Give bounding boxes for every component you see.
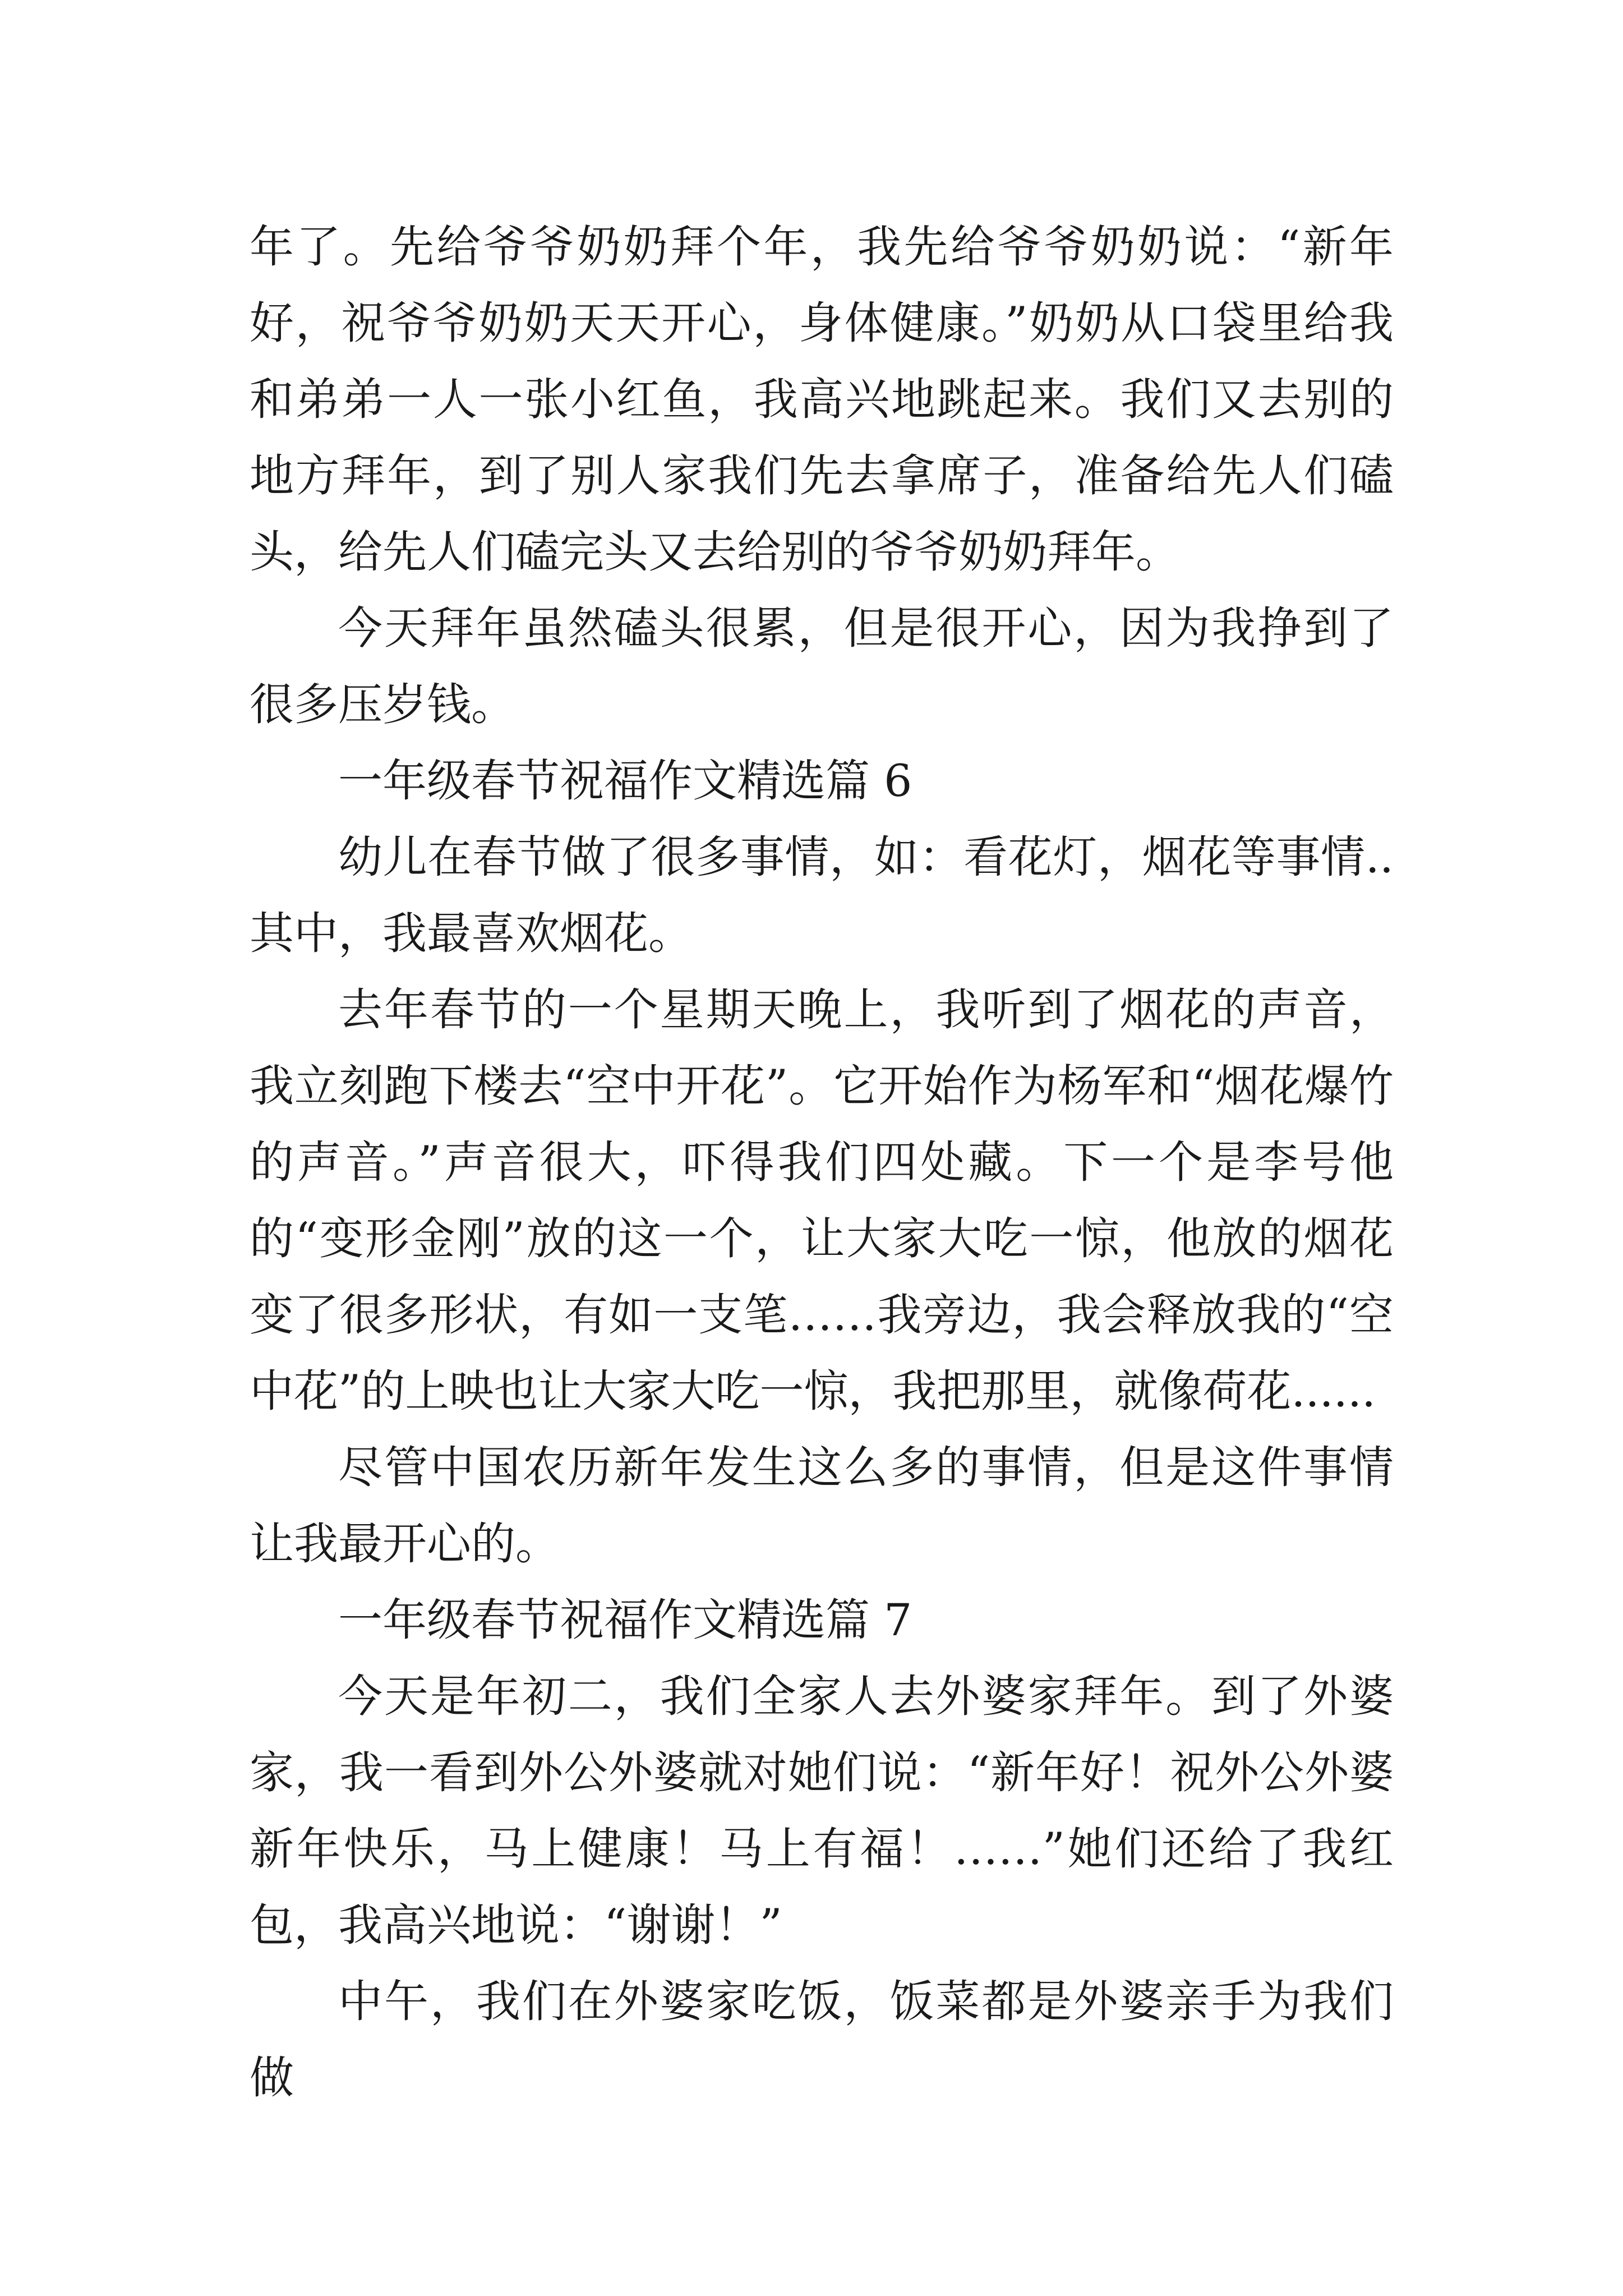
section-heading: 一年级春节祝福作文精选篇 7 — [338, 1594, 912, 1646]
document-page — [250, 209, 1394, 2116]
section-heading: 一年级春节祝福作文精选篇 6 — [338, 755, 912, 807]
paragraph: 去年春节的一个星期天晚上，我听到了烟花的声音，我立刻跑下楼去“空中开花”。它开始作为杨军和“烟花爆竹的声音。”声音很大，吓得我们四处藏。下一个是李号他的“变形金刚”放的这一个，让大家大吃一惊，他放的烟花变了很多形状，有如一支笔……我旁边，我会释放我的“空中花”的上映也让大家大吃一惊，我把那里，就像荷花...... — [250, 984, 1394, 1417]
paragraph-continued: 年了。先给爷爷奶奶拜个年，我先给爷爷奶奶说：“新年好，祝爷爷奶奶天天开心，身体健康。”奶奶从口袋里给我和弟弟一人一张小红鱼，我高兴地跳起来。我们又去别的地方拜年，到了别人家我们先去拿席子，准备给先人们磕头，给先人们磕完头又去给别的爷爷奶奶拜年。 — [250, 221, 1394, 578]
paragraph: 尽管中国农历新年发生这么多的事情，但是这件事情让我最开心的。 — [250, 1442, 1394, 1570]
paragraph: 今天是年初二，我们全家人去外婆家拜年。到了外婆家，我一看到外公外婆就对她们说：“新年好！祝外公外婆新年快乐，马上健康！马上有福！……”她们还给了我红包，我高兴地说：“谢谢！” — [250, 1671, 1394, 1951]
paragraph: 中午，我们在外婆家吃饭，饭菜都是外婆亲手为我们做 — [250, 1976, 1394, 2104]
paragraph: 幼儿在春节做了很多事情，如：看花灯，烟花等事情..其中，我最喜欢烟花。 — [250, 831, 1394, 959]
paragraph: 今天拜年虽然磕头很累，但是很开心，因为我挣到了很多压岁钱。 — [250, 602, 1394, 730]
